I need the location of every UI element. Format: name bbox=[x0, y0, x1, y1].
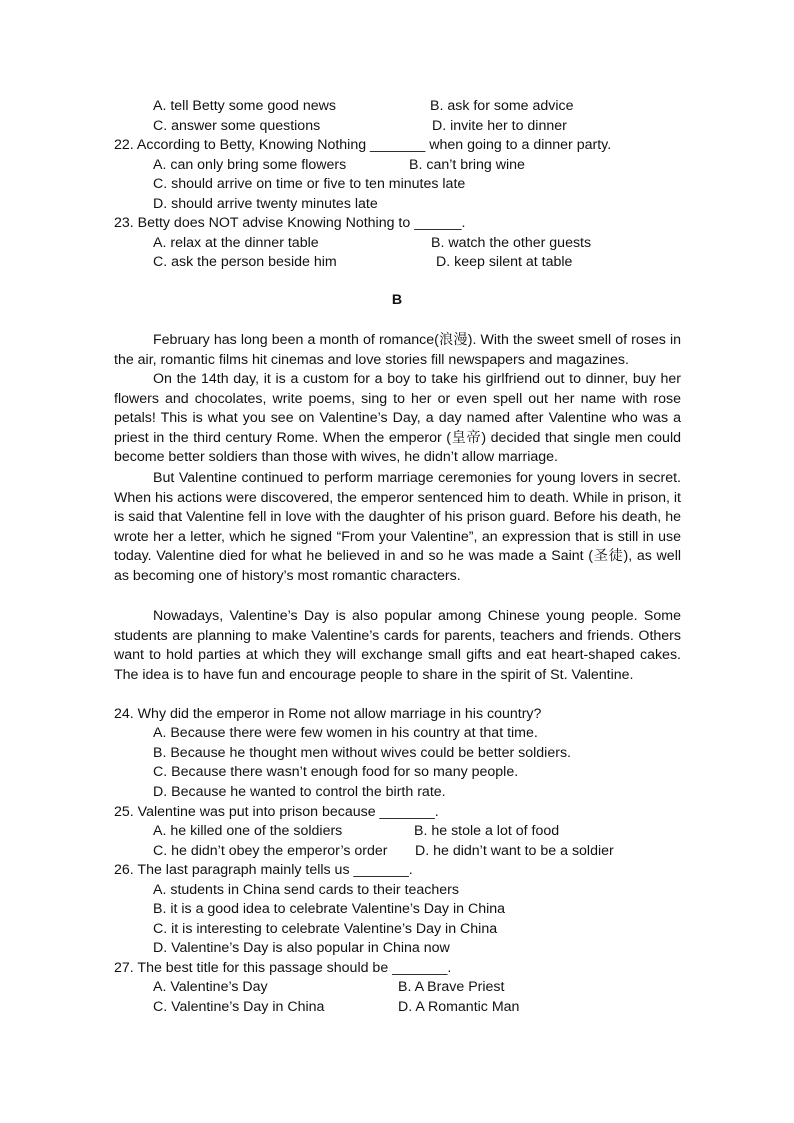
q27-stem: 27. The best title for this passage should be _______. bbox=[114, 960, 452, 976]
q25-stem: 25. Valentine was put into prison because _______. bbox=[114, 804, 439, 820]
q21-option-b: B. ask for some advice bbox=[430, 98, 574, 114]
q21-option-c: C. answer some questions bbox=[153, 118, 321, 134]
q22-option-c: C. should arrive on time or five to ten minutes late bbox=[153, 176, 466, 192]
q26-option-d: D. Valentine’s Day is also popular in China now bbox=[153, 940, 450, 956]
q23-option-a: A. relax at the dinner table bbox=[153, 235, 319, 251]
q25-option-b: B. he stole a lot of food bbox=[414, 823, 560, 839]
q23-option-d: D. keep silent at table bbox=[436, 254, 573, 270]
q25-option-c: C. he didn’t obey the emperor’s order bbox=[153, 843, 388, 859]
q26-option-b: B. it is a good idea to celebrate Valentine’s Day in China bbox=[153, 901, 506, 917]
q27-option-c: C. Valentine’s Day in China bbox=[153, 999, 325, 1015]
q24-option-d: D. Because he wanted to control the birth rate. bbox=[153, 784, 446, 800]
q25-option-d: D. he didn’t want to be a soldier bbox=[415, 843, 614, 859]
q27-option-a: A. Valentine’s Day bbox=[153, 979, 268, 995]
q22-option-b: B. can’t bring wine bbox=[409, 157, 525, 173]
passage-paragraph-2: On the 14th day, it is a custom for a boy to take his girlfriend out to dinner, buy her flowers and chocolates, write poems, sing to her or even spell out her name with rose petals! This is what you see on Valentine’s Day, a day named after Valentine who was a priest in the third century Rome. When the emperor (皇帝) decided that single men could become better soldiers than those with wives, he didn’t allow marriage. bbox=[114, 371, 681, 466]
q24-option-a: A. Because there were few women in his country at that time. bbox=[153, 725, 538, 741]
q26-option-a: A. students in China send cards to their teachers bbox=[153, 882, 459, 898]
q24-option-b: B. Because he thought men without wives could be better soldiers. bbox=[153, 745, 571, 761]
q22-option-a: A. can only bring some flowers bbox=[153, 157, 347, 173]
q21-option-d: D. invite her to dinner bbox=[432, 118, 567, 134]
q26-stem: 26. The last paragraph mainly tells us _______. bbox=[114, 862, 413, 878]
q25-option-a: A. he killed one of the soldiers bbox=[153, 823, 343, 839]
passage-paragraph-3: But Valentine continued to perform marriage ceremonies for young lovers in secret. When his actions were discovered, the emperor sentenced him to death. While in prison, it is said that Valentine fell in love with the daughter of his prison guard. Before his death, he wrote her a letter, which he signed “From your Valentine”, an expression that is still in use today. Valentine died for what he believed in and so he was made a Saint (圣徒), as well as becoming one of history’s most romantic characters. bbox=[114, 470, 681, 584]
q23-stem: 23. Betty does NOT advise Knowing Nothing to ______. bbox=[114, 215, 466, 231]
q22-option-d: D. should arrive twenty minutes late bbox=[153, 196, 378, 212]
q27-option-d: D. A Romantic Man bbox=[398, 999, 520, 1015]
passage-paragraph-1: February has long been a month of romance(浪漫). With the sweet smell of roses in the air, romantic films hit cinemas and love stories fill newspapers and magazines. bbox=[114, 332, 681, 368]
section-heading: B bbox=[391, 292, 403, 308]
q27-option-b: B. A Brave Priest bbox=[398, 979, 505, 995]
q26-option-c: C. it is interesting to celebrate Valentine’s Day in China bbox=[153, 921, 498, 937]
q21-option-a: A. tell Betty some good news bbox=[153, 98, 336, 114]
q24-stem: 24. Why did the emperor in Rome not allow marriage in his country? bbox=[114, 706, 542, 722]
passage-paragraph-4: Nowadays, Valentine’s Day is also popular among Chinese young people. Some students are planning to make Valentine’s cards for parents, teachers and friends. Others want to hold parties at which they will exchange small gifts and eat heart-shaped cakes. The idea is to have fun and encourage people to share in the spirit of St. Valentine. bbox=[114, 608, 681, 683]
q24-option-c: C. Because there wasn’t enough food for so many people. bbox=[153, 764, 519, 780]
q23-option-c: C. ask the person beside him bbox=[153, 254, 337, 270]
q23-option-b: B. watch the other guests bbox=[431, 235, 592, 251]
q22-stem: 22. According to Betty, Knowing Nothing _______ when going to a dinner party. bbox=[114, 137, 612, 153]
